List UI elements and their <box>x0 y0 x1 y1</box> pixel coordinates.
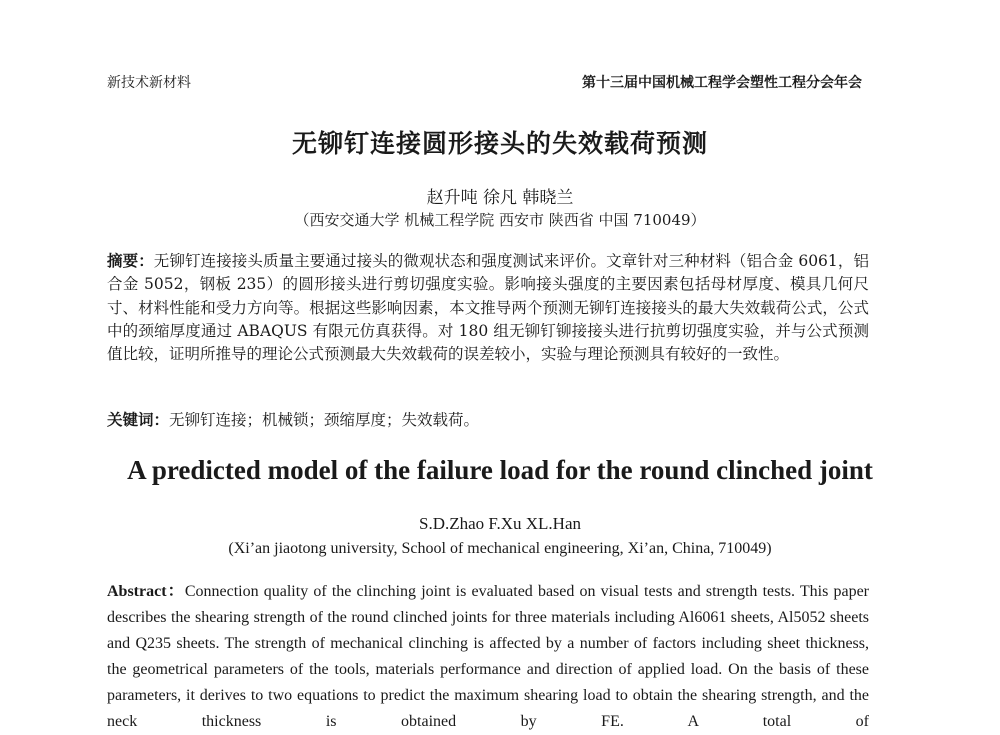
chinese-abstract-text: 无铆钉连接接头质量主要通过接头的微观状态和强度测试来评价。文章针对三种材料（铝合金 6061，铝合金 5052，钢板 235）的圆形接头进行剪切强度实验。影响接头强度的主要因素包括母材厚度、模具几何尺寸、材料性能和受力方向等。根据这些影响因素，本文推导两个预测无铆钉连接接头的最大失效载荷公式，公式中的颈缩厚度通过 ABAQUS 有限元仿真获得。对 180 组无铆钉铆接接头进行抗剪切强度实验，并与公式预测值比较，证明所推导的理论公式预测最大失效载荷的误差较小，实验与理论预测具有较好的一致性。 <box>107 252 869 364</box>
chinese-affiliation: （西安交通大学 机械工程学院 西安市 陕西省 中国 710049） <box>294 211 706 229</box>
english-affiliation: (Xi’an jiaotong university, School of mechanical engineering, Xi’an, China, 710049) <box>228 540 772 557</box>
english-abstract-text: Connection quality of the clinching joint is evaluated based on visual tests and strength tests. This paper describes the shearing strength of the round clinched joints for three materials including Al6061 sheets, Al5052 sheets and Q235 sheets. The strength of mechanical clinching is affected by a number of factors including sheet thickness, the geometrical parameters of the tools, materials performance and direction of applied load. On the basis of these parameters, it derives to two equations to predict the maximum shearing load to obtain the shearing strength, and the neck thickness is obtained by FE. A total of <box>107 583 870 730</box>
chinese-abstract-label: 摘要： <box>107 252 154 270</box>
english-abstract <box>107 579 869 735</box>
english-title: A predicted model of the failure load for the round clinched joint <box>127 455 873 485</box>
chinese-keywords-text: 无铆钉连接；机械锁；颈缩厚度；失效载荷。 <box>169 411 480 429</box>
english-abstract-label: Abstract： <box>107 583 185 600</box>
chinese-title: 无铆钉连接圆形接头的失效载荷预测 <box>291 129 708 158</box>
chinese-keywords <box>107 408 869 430</box>
running-header-left: 新技术新材料 <box>107 75 191 91</box>
running-header-right: 第十三届中国机械工程学会塑性工程分会年会 <box>582 75 862 91</box>
chinese-authors: 赵升吨 徐凡 韩晓兰 <box>426 188 574 208</box>
chinese-keywords-label: 关键词： <box>107 411 170 429</box>
english-authors: S.D.Zhao F.Xu XL.Han <box>418 514 581 533</box>
chinese-abstract <box>107 250 869 366</box>
